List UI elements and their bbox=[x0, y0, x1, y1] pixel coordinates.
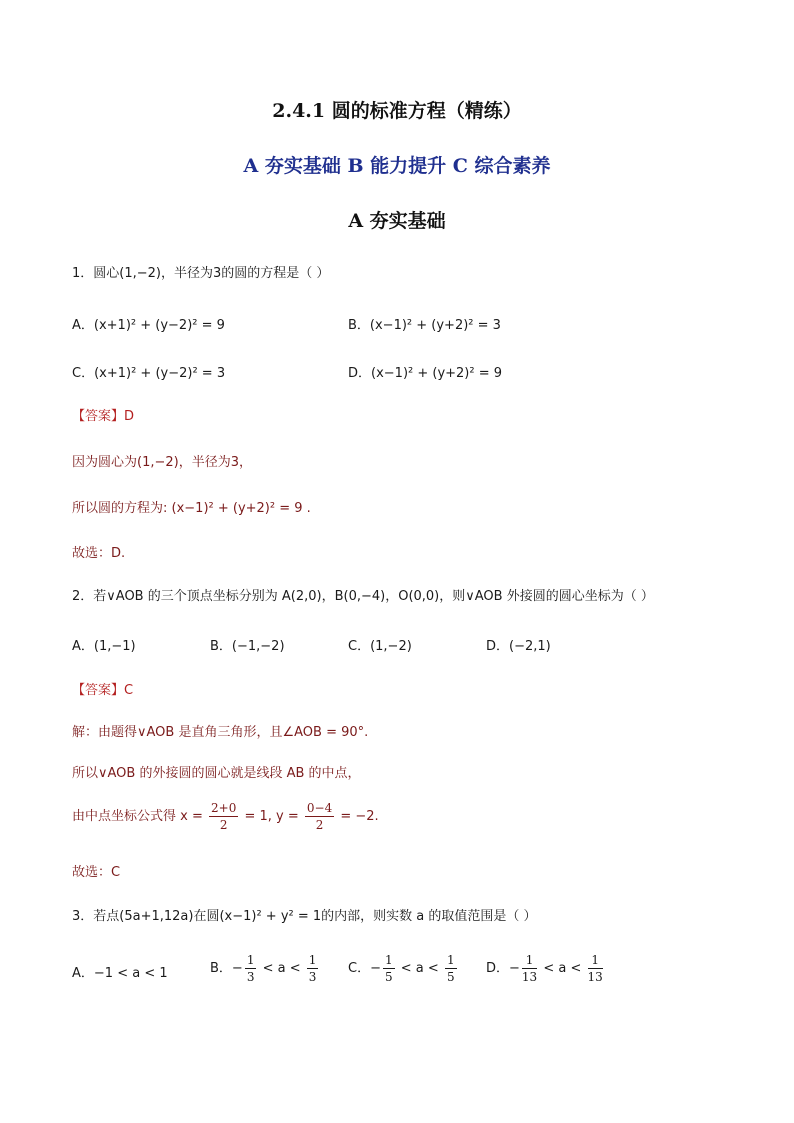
q2-option-d: D．(−2,1) bbox=[486, 639, 551, 654]
q2-solution-line-1: 解：由题得∨AOB 是直角三角形，且∠AOB = 90°. bbox=[72, 725, 369, 740]
q2-answer: 【答案】C bbox=[72, 683, 134, 698]
q2-frac-x-denominator: 2 bbox=[219, 818, 228, 832]
q2-fraction-y bbox=[305, 800, 334, 833]
q2-frac-y-denominator: 2 bbox=[315, 818, 324, 832]
section-heading: A 夯实基础 bbox=[348, 210, 446, 232]
q2-sol3-suffix: = −2. bbox=[340, 809, 379, 824]
q2-conclusion: 故选：C bbox=[72, 865, 121, 880]
q2-solution-line-3 bbox=[72, 800, 379, 833]
q3-b-left-num: 1 bbox=[246, 953, 255, 967]
q2-sol3-mid: = 1, y = bbox=[244, 809, 299, 824]
q3-b-right-den: 3 bbox=[308, 970, 317, 984]
q1-option-d: D．(x−1)² + (y+2)² = 9 bbox=[348, 366, 503, 381]
q3-b-right-num: 1 bbox=[308, 953, 317, 967]
q1-solution-line-2: 所以圆的方程为: (x−1)² + (y+2)² = 9 . bbox=[72, 501, 311, 516]
q3-stem: 3．若点(5a+1,12a)在圆(x−1)² + y² = 1的内部，则实数 a 的取值范围是（ ） bbox=[72, 909, 537, 924]
q2-option-a: A．(1,−1) bbox=[72, 639, 136, 654]
q2-fraction-x bbox=[209, 800, 238, 833]
q3-c-right-den: 5 bbox=[446, 970, 455, 984]
q3-option-d-prefix: D．− bbox=[486, 961, 520, 976]
q3-option-c-frac-right bbox=[445, 952, 457, 985]
q1-conclusion: 故选：D. bbox=[72, 546, 126, 561]
q3-option-c-frac-left bbox=[383, 952, 395, 985]
q3-option-b-mid: < a < bbox=[262, 961, 301, 976]
q3-option-b bbox=[210, 952, 320, 985]
document-subtitle: A 夯实基础 B 能力提升 C 综合素养 bbox=[243, 155, 551, 177]
q3-option-b-frac-right bbox=[307, 952, 319, 985]
q1-option-c: C．(x+1)² + (y−2)² = 3 bbox=[72, 366, 226, 381]
q3-d-left-den: 13 bbox=[521, 970, 538, 984]
q3-d-right-den: 13 bbox=[587, 970, 603, 984]
q3-option-a: A．−1 < a < 1 bbox=[72, 966, 168, 981]
q3-option-d-mid: < a < bbox=[543, 961, 582, 976]
q3-c-left-num: 1 bbox=[384, 953, 393, 967]
q1-option-a: A．(x+1)² + (y−2)² = 9 bbox=[72, 318, 225, 333]
document-title: 2.4.1 圆的标准方程（精练） bbox=[272, 100, 522, 122]
q1-answer: 【答案】D bbox=[72, 409, 135, 424]
q2-option-b: B．(−1,−2) bbox=[210, 639, 285, 654]
q2-frac-x-numerator: 2+0 bbox=[211, 801, 237, 815]
q3-c-left-den: 5 bbox=[384, 970, 393, 984]
q3-option-b-frac-left bbox=[245, 952, 257, 985]
q3-d-right-num: 1 bbox=[588, 952, 603, 969]
q3-d-left-num: 1 bbox=[522, 952, 537, 969]
q3-b-left-den: 3 bbox=[246, 970, 255, 984]
q2-solution-line-2: 所以∨AOB 的外接圆的圆心就是线段 AB 的中点， bbox=[72, 766, 361, 781]
q2-option-c: C．(1,−2) bbox=[348, 639, 412, 654]
q3-option-c-mid: < a < bbox=[400, 961, 439, 976]
q3-option-c bbox=[348, 952, 459, 985]
q3-option-d-frac-right bbox=[588, 952, 603, 985]
q1-solution-line-1: 因为圆心为(1,−2)，半径为3， bbox=[72, 455, 252, 470]
q3-option-d-frac-left bbox=[522, 952, 537, 985]
q2-sol3-prefix: 由中点坐标公式得 x = bbox=[72, 809, 203, 824]
q3-option-b-prefix: B．− bbox=[210, 961, 243, 976]
q2-stem: 2．若∨AOB 的三个顶点坐标分别为 A(2,0)，B(0,−4)，O(0,0)，则∨AOB 外接圆的圆心坐标为（ ） bbox=[72, 589, 654, 604]
q3-option-d bbox=[486, 952, 605, 985]
q3-option-c-prefix: C．− bbox=[348, 961, 381, 976]
q1-option-b: B．(x−1)² + (y+2)² = 3 bbox=[348, 318, 501, 333]
q2-frac-y-numerator: 0−4 bbox=[306, 801, 333, 815]
q3-c-right-num: 1 bbox=[446, 953, 455, 967]
q1-stem: 1．圆心(1,−2)，半径为3的圆的方程是（ ） bbox=[72, 266, 330, 281]
